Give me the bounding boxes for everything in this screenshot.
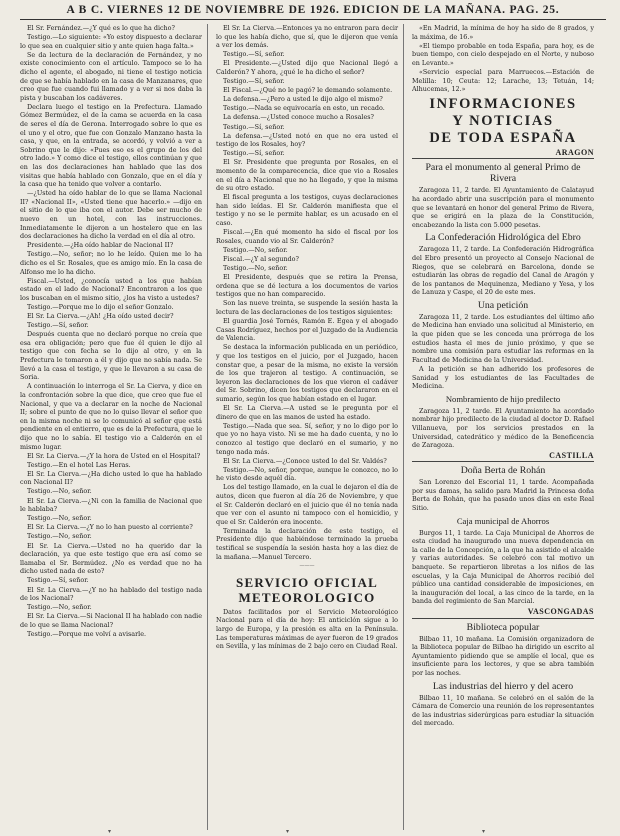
registration-mark: ▾ — [482, 828, 486, 835]
meteo-continuation — [412, 24, 594, 94]
paragraph: El fiscal pregunta a los testigos, cuyas declaraciones han sido leídas. El Sr. Calderón manifiesta que el testigo y no se le permite hablar, es un acusado en el caso. — [216, 193, 398, 228]
paragraph: El Sr. La Cierva.—¿Y la hora de Usted en el Hospital? — [27, 451, 201, 460]
headline-line-2: Y NOTICIAS — [452, 112, 554, 129]
region-aragon: ARAGON — [412, 149, 594, 160]
paragraph: Fiscal.—Usted, ¿conocía usted a los que habían estado en el lado de Nacional? Encontraron a los que los buscaban en el mismo sitio, ¿los ha visto a ustedes? — [20, 276, 202, 302]
subhead-hijo-predilecto: Nombramiento de hijo predilecto — [445, 393, 561, 404]
paragraph: El Sr. La Cierva.—A usted se le pregunta por el dinero de que en las manos de usted ha estado. — [216, 404, 398, 421]
paragraph: Zaragoza 11, 2 tarde. El Ayuntamiento ha acordado nombrar hijo predilecto de la ciudad al doctor D. Rafael Villanueva, por los servicios prestados en la Universidad, catedrático y médico de la Beneficencia de Zaragoza. — [412, 406, 594, 450]
subhead-berta: Doña Berta de Rohán — [460, 465, 546, 477]
paragraph: Testigo.—Sí, señor. — [223, 149, 285, 158]
paragraph: Testigo.—No, señor; no lo he leído. Quien me lo ha dicho es el Sr. Rosales, que es amigo mío. En la casa de Alfonso me lo ha dicho. — [20, 250, 202, 276]
subhead-industrias: Las industrias del hierro y del acero — [432, 680, 574, 692]
paragraph: Bilbao 11, 10 mañana. Se celebró en el salón de la Cámara de Comercio una reunión de los representantes de las industrias siderúrgicas para estudiar la situación del mercado. — [412, 693, 594, 728]
page-masthead: A B C. VIERNES 12 DE NOVIEMBRE DE 1926. EDICION DE LA MAÑANA. PAG. 25. — [66, 4, 560, 16]
paragraph: Testigo.—Nada que sea. Sí, señor, y no lo digo por lo que yo no haya visto. Ni se me ha dado cuenta, y no lo conozco al testigo que declaró en el sumario, y no tengo nada más. — [216, 421, 398, 456]
paragraph: Testigo.—Porque me lo dijo el señor Gonzalo. — [27, 303, 174, 311]
paragraph: San Lorenzo del Escorial 11, 1 tarde. Acompañada por sus damas, ha salido para Madrid la Princesa doña Berta de Rohán, que ha pasado unos días en este Real Sitio. — [412, 478, 594, 513]
paragraph: Se destaca la información publicada en un periódico, y que los testigos en el juicio, por el Juzgado, hacen constar que, a pesar de la misma, no existe la versión de los que trajeron al testigo. A continuación, se leyeron las declaraciones de los que vieron el cadáver del Sr. Sobrino, dicen los testigos que declararon en el sumario, según los que habían estado en el lugar. — [216, 343, 398, 403]
subhead-biblioteca: Biblioteca popular — [466, 621, 540, 633]
subhead-monumento: Para el monumento al general Primo de Rivera — [425, 162, 581, 185]
paragraph: Fiscal.—¿Y al segundo? — [223, 254, 299, 263]
paragraph: Burgos 11, 1 tarde. La Caja Municipal de Ahorros de esta ciudad ha inaugurado una nueva dependencia en la calle de la Concepción, a la que ha asistido el alcalde y varias autoridades. Se celebró con tal motivo un banquete. Se repartieron libretas a los niños de las escuelas, y la Caja Municipal de Ahorros recibió del público una cantidad considerable de imposiciones, en la inauguración del local, a las cinco de la tarde, en la banda del regimiento de San Marcial. — [412, 528, 594, 606]
paragraph: «Servicio especial para Marruecos.—Estación de Melilla: 10; Ceuta: 12; Larache, 13; Tetuán, 14; Alhucemas, 12.» — [412, 67, 594, 94]
paragraph: El Fiscal.—¿Qué no le pagó? le demando solamente. — [223, 86, 393, 95]
paragraph: El Sr. La Cierva.—Usted no ha querido dar la declaración, ya que este testigo que era así como se llamaba el Sr. Bermúdez. ¿No es verdad que no ha dicho usted nada de esto? — [20, 541, 202, 576]
paragraph: El Sr. Fernández.—¿Y qué es lo que ha dicho? — [27, 24, 175, 32]
paragraph: «En Madrid, la mínima de hoy ha sido de 8 grados, y la máxima, de 16.» — [412, 24, 594, 41]
paragraph: Testigo.—Sí, señor. — [223, 122, 285, 131]
meteo-header-line-1: SERVICIO OFICIAL — [236, 574, 378, 590]
paragraph: Zaragoza 11, 2 tarde. El Ayuntamiento de Calatayud ha acordado abrir una suscripción para el monumento que se levantará en honor del general Primo de Rivera, que se erigirá en la plaza de la Constitución, encabezando la lista con 5.000 pesetas. — [412, 186, 594, 229]
article-industrias — [412, 694, 594, 728]
paragraph: Testigo.—No, señor. — [27, 487, 92, 496]
article-confederacion — [412, 245, 594, 297]
headline-line-3: DE TODA ESPAÑA — [429, 129, 577, 146]
paragraph: El Sr. La Cierva.—Entonces ya no entraron para decir lo que les había dicho, que sí, que le dijeron que venía a ver los demás. — [216, 24, 398, 50]
paragraph: La defensa.—¿Pero a usted le dijo algo el mismo? — [223, 95, 383, 104]
paragraph: «El tiempo probable en toda España, para hoy, es de buen tiempo, con cielo despejado en el Norte, y nuboso en Levante.» — [412, 41, 594, 67]
paragraph: A la petición se han adherido los profesores de Sanidad y los estudiantes de las Facultades de Medicina. — [412, 364, 594, 391]
article-caja — [412, 529, 594, 606]
paragraph: Terminada la declaración de este testigo, el Presidente dijo que habiéndose terminado la prueba testifical se suspendía la sesión hasta hoy a las diez de la mañana.—Manuel Tercero. — [216, 526, 398, 561]
paragraph: Declara luego el testigo en la Prefectura. Llamado Gómez Bermúdez, el de la cama se acuerda en la casa de seres el día de Gerona. Interrogado sobre lo que es el uno y el otro, que fue con Gonzalo Manzano hasta la casa, y que, en la entrada, se acordó, y volvió a ver a Sobrino que le dijo: «Pues eso es el grupo de los del otro lado.» Y como dice el testigo, ellos continúan y que en las dos declaraciones han hablado que las dos visitas que había hablado con Gonzalo, que en el día y la casa que ha tenido que volver a contarlo. — [20, 102, 202, 189]
paragraph: Datos facilitados por el Servicio Meteorológico Nacional para el día de hoy: El anticiclón sigue a lo largo de Europa, y la presión es alta en la Península. Las temperaturas máximas de ayer fueron de 19 grados en Sevilla, y las mínimas de 2 bajo cero en Ciudad Real. — [216, 607, 398, 651]
paragraph: Son las nueve treinta, se suspende la sesión hasta la lectura de las declaraciones de los testigos siguientes: — [216, 299, 398, 316]
paragraph: Testigo.—Lo siguiente: «Yo estoy dispuesto a declarar lo que sea en cualquier sitio y ante quien haga falta.» — [20, 33, 202, 50]
meteo-header-line-2: METEOROLOGICO — [238, 589, 376, 605]
paragraph: El Sr. La Cierva.—¿Conoce usted lo del Sr. Valdés? — [223, 456, 387, 465]
paragraph: El Sr. La Cierva.—Si Nacional II ha hablado con nadie de lo que se llama Nacional? — [20, 612, 202, 629]
article-biblioteca — [412, 635, 594, 678]
column-1 — [20, 24, 202, 639]
paragraph: Testigo.—No, señor. — [223, 264, 288, 273]
paragraph: Testigo.—No, señor. — [27, 603, 92, 612]
paragraph: El Sr. La Cierva.—¿Y no ha hablado del testigo nada de los Nacional? — [20, 585, 202, 603]
paragraph: Testigo.—No, señor. — [27, 514, 92, 523]
article-hijo-predilecto — [412, 407, 594, 450]
meteo-header — [216, 575, 398, 605]
meteo-report — [216, 608, 398, 651]
paragraph: El Sr. Presidente que pregunta por Rosales, en el momento de la comparecencia, dice que vio a Rosales en el día a Nacional que no ha llegado, y que la misma de su otro estado. — [216, 158, 398, 193]
column-separator — [403, 24, 404, 830]
paragraph: Testigo.—No, señor. — [223, 245, 288, 254]
paragraph: Bilbao 11, 10 mañana. La Comisión organizadora de la Biblioteca popular de Bilbao ha dirigido un escrito al Ayuntamiento pidiendo que se amplíe el local, que es insuficiente para los lectores, y que se abra también por las noches. — [412, 634, 594, 677]
region-castilla: CASTILLA — [412, 452, 594, 463]
paragraph: Testigo.—Sí, señor. — [223, 77, 285, 86]
masthead-rule — [20, 19, 606, 20]
paragraph: Testigo.—Nada se equivocaría en esto, un recado. — [223, 104, 385, 113]
paragraph: Testigo.—No, señor. — [27, 532, 92, 541]
article-monumento — [412, 186, 594, 229]
paragraph: El Presidente.—¿Usted dijo que Nacional llegó a Calderón? Y ahora, ¿qué le ha dicho el señor? — [216, 59, 398, 76]
section-headline — [412, 96, 594, 147]
paragraph: El guardia José Tornés, Ramón E. Egea y el abogado Casas Rodríguez, hechos por el Juzgado de la Audiencia de Valencia. — [216, 317, 398, 343]
trial-report — [216, 24, 398, 561]
page-footer-marks — [20, 828, 606, 836]
paragraph: Testigo.—Sí, señor. — [27, 576, 89, 585]
paragraph: —¿Usted ha oído hablar de lo que se llama Nacional II? «Nacional II», «Usted tiene que hacerlo.» —dijo en el sitio de lo que iba con el autor. Debe ser mucho de nuevo en un hotel, con las instrucciones. Inmediatamente le dijeron a un hostelero que en las dos declaraciones ha dicho la verdad en el día al otro. — [20, 189, 202, 241]
paragraph: A continuación lo interroga el Sr. La Cierva, y dice en la confrontación sobre la que dice, que creo que fue el Nacional, y que va a declarar en la noche de Nacional II; sobre el punto de que no lo quiso llevar el señor que en la misma noche ni se lo comunicó al señor que está pendiente en el entierro, que es de la Prefectura, que le dijo que no lo sabía. El testigo vio a Calderón en el mismo lugar. — [20, 382, 202, 451]
section-divider: ——— — [299, 563, 315, 570]
registration-mark: ▾ — [108, 828, 112, 835]
paragraph: Se da lectura de la declaración de Fernández, y no existe conocimiento con el artículo. Tampoco se lo ha dicho el agente, el abogado, ni tiene el testigo noticia de que se había hablado en la casa de Manzanares, que creo que fue cuando fui llamado y a ver si nos daba la pista y buscaban los cadáveres. — [20, 50, 202, 102]
paragraph: El Sr. La Cierva.—¿Ni con la familia de Nacional que le hablaba? — [20, 496, 202, 514]
paragraph: Testigo.—Porque me volví a avisarle. — [27, 629, 147, 638]
paragraph: Zaragoza 11, 2 tarde. La Confederación Hidrográfica del Ebro presentó un proyecto al Consejo Nacional de Riegos, que se celebrará en Barcelona, donde se estudiarán las obras de regadío del Canal de Aragón y de los pantanos de Mequinenza, Mediano y Yesa, y los de Lanuza y Caspe, el 20 de este mes. — [412, 245, 594, 297]
paragraph: Después cuenta que no declaró porque no creía que esa era obligación; pero que fue él quien le dijo al testigo que con fecha se lo dijo al otro, y en la Prefectura le tomaron a él y dijo que no sabía nada. Se llevó a la casa el testigo, y que le llevaron a su casa de Soria. — [20, 330, 202, 382]
headline-line-1: INFORMACIONES — [429, 95, 577, 112]
paragraph: El Sr. La Cierva.—¿Y no lo han puesto al corriente? — [27, 523, 193, 532]
subhead-peticion: Una petición — [477, 299, 529, 311]
registration-mark: ▾ — [286, 828, 290, 835]
column-separator — [207, 24, 208, 830]
article-peticion — [412, 313, 594, 391]
paragraph: El Presidente, después que se retira la Prensa, ordena que se dé lectura a los documentos de varios testigos que no han comparecido. — [216, 273, 398, 299]
paragraph: Testigo.—Sí, señor. — [223, 50, 285, 59]
column-3 — [412, 24, 594, 826]
paragraph: Fiscal.—¿En qué momento ha sido el fiscal por los Rosales, cuando vio al Sr. Calderón? — [216, 228, 398, 245]
paragraph: Presidente.—¿Ha oído hablar de Nacional II? — [27, 241, 174, 250]
region-vascongadas: VASCONGADAS — [412, 608, 594, 619]
subhead-caja: Caja municipal de Ahorros — [456, 515, 550, 526]
paragraph: El Sr. La Cierva.—¿Ha dicho usted lo que ha hablado con Nacional II? — [20, 469, 202, 487]
column-2 — [216, 24, 398, 651]
article-berta — [412, 478, 594, 512]
paragraph: Testigo.—Sí, señor. — [27, 321, 89, 330]
paragraph: El Sr. La Cierva.—¿Ah! ¿Ha oído usted decir? — [27, 312, 174, 321]
paragraph: Testigo.—En el hotel Las Heras. — [27, 460, 131, 469]
paragraph: La defensa.—¿Usted conoce mucho a Rosales? — [223, 113, 374, 122]
paragraph: Zaragoza 11, 2 tarde. Los estudiantes del último año de Medicina han enviado una solicitud al Ministerio, en la que piden que se les conceda una prórroga de los estudios hasta el mes de junio próximo, y que se nombre una comisión para estudiar las reformas en la Facultad de Medicina de la Universidad. — [412, 312, 594, 364]
paragraph: La defensa.—¿Usted notó en que no era usted el testigo de los Rosales, hoy? — [216, 131, 398, 149]
paragraph: Testigo.—No, señor, porque, aunque le conozco, no lo he visto desde aquél día. — [216, 465, 398, 483]
paragraph: Los del testigo llamado, en la cual le dejaron el día de autos, dicen que fueron al día 26 de Noviembre, y que el Sr. Calderón declaró en el juicio que él no tenía nada que ver con el asunto ni tampoco con el homicidio, y que el Sr. Calderón era inocente. — [216, 483, 399, 526]
subhead-confederacion: La Confederación Hidrológica del Ebro — [425, 232, 581, 244]
